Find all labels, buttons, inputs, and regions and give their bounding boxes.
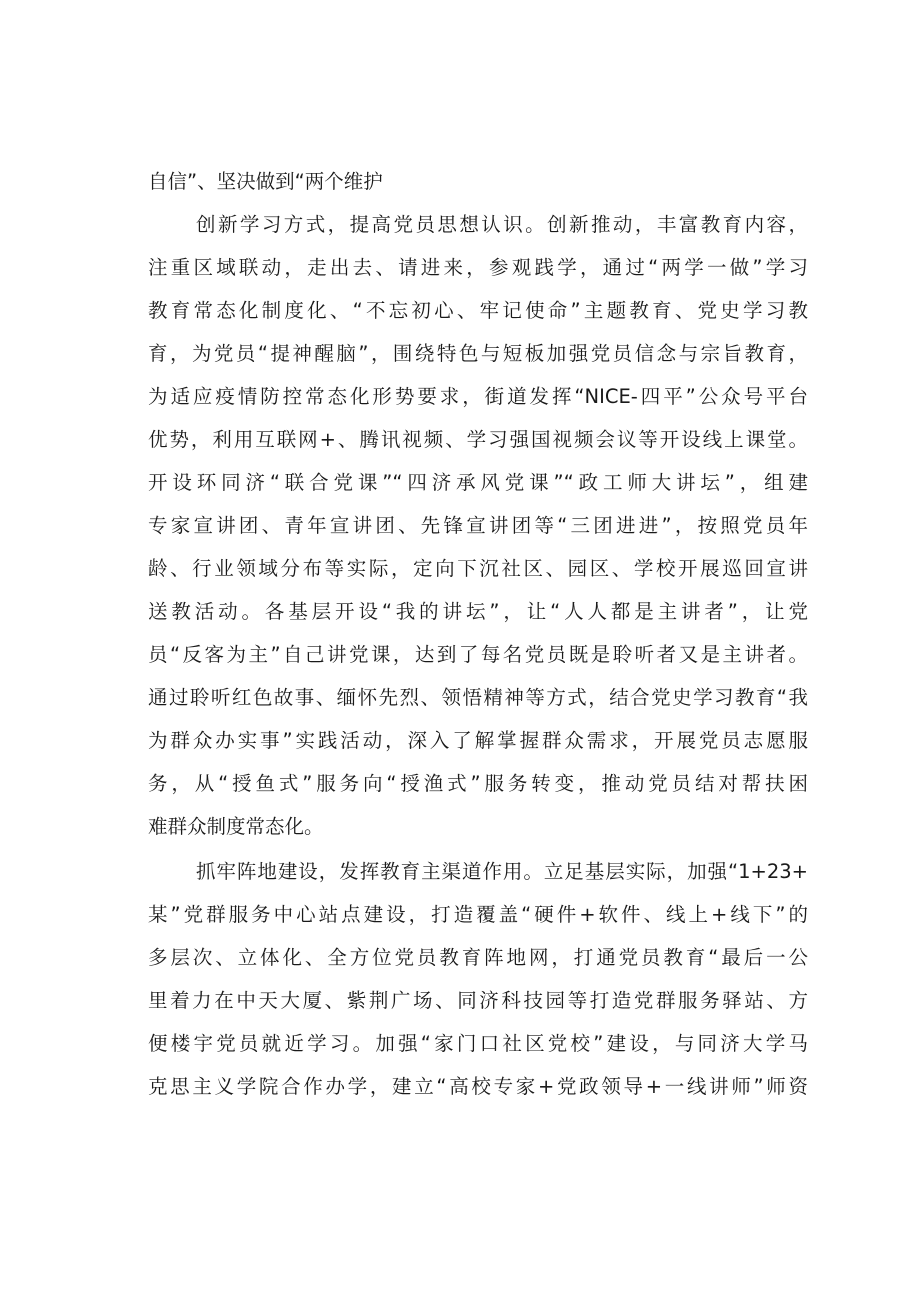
text-line: 难群众制度常态化。	[148, 815, 324, 838]
text-line: 通过聆听红色故事、缅怀先烈、领悟精神等方式，结合党史学习教育“我	[148, 686, 808, 709]
paragraph-first-line: 创新学习方式，提高党员思想认识。创新推动，丰富教育内容，	[196, 213, 808, 236]
text-line: 多层次、立体化、全方位党员教育阵地网，打通党员教育“最后一公	[148, 946, 808, 969]
text-line: 某”党群服务中心站点建设，打造覆盖“硬件+软件、线上+线下”的	[148, 903, 808, 926]
text-line: 员“反客为主”自己讲党课，达到了每名党员既是聆听者又是主讲者。	[148, 643, 808, 666]
text-line: 便楼宇党员就近学习。加强“家门口社区党校”建设，与同济大学马	[148, 1032, 808, 1055]
text-line: 教育常态化制度化、“不忘初心、牢记使命”主题教育、党史学习教	[148, 299, 808, 322]
text-line: 为适应疫情防控常态化形势要求，街道发挥“NICE-四平”公众号平台	[148, 385, 808, 408]
text-line: 开设环同济“联合党课”“四济承风党课”“政工师大讲坛”，组建	[148, 471, 808, 494]
text-line: 优势，利用互联网+、腾讯视频、学习强国视频会议等开设线上课堂。	[148, 428, 808, 451]
text-line: 专家宣讲团、青年宣讲团、先锋宣讲团等“三团进进”，按照党员年	[148, 514, 808, 537]
text-line: 自信”、坚决做到“两个维护	[148, 170, 383, 193]
paragraph-first-line: 抓牢阵地建设，发挥教育主渠道作用。立足基层实际，加强“1+23+	[196, 860, 808, 883]
text-line: 里着力在中天大厦、紫荆广场、同济科技园等打造党群服务驿站、方	[148, 989, 808, 1012]
text-line: 务，从“授鱼式”服务向“授渔式”服务转变，推动党员结对帮扶困	[148, 772, 808, 795]
text-line: 克思主义学院合作办学，建立“高校专家+党政领导+一线讲师”师资	[148, 1075, 808, 1098]
text-line: 为群众办实事”实践活动，深入了解掌握群众需求，开展党员志愿服	[148, 729, 808, 752]
text-line: 送教活动。各基层开设“我的讲坛”，让“人人都是主讲者”，让党	[148, 600, 808, 623]
text-line: 育，为党员“提神醒脑”，围绕特色与短板加强党员信念与宗旨教育，	[148, 342, 808, 365]
text-line: 龄、行业领域分布等实际，定向下沉社区、园区、学校开展巡回宣讲	[148, 557, 808, 580]
text-line: 注重区域联动，走出去、请进来，参观践学，通过“两学一做”学习	[148, 256, 808, 279]
